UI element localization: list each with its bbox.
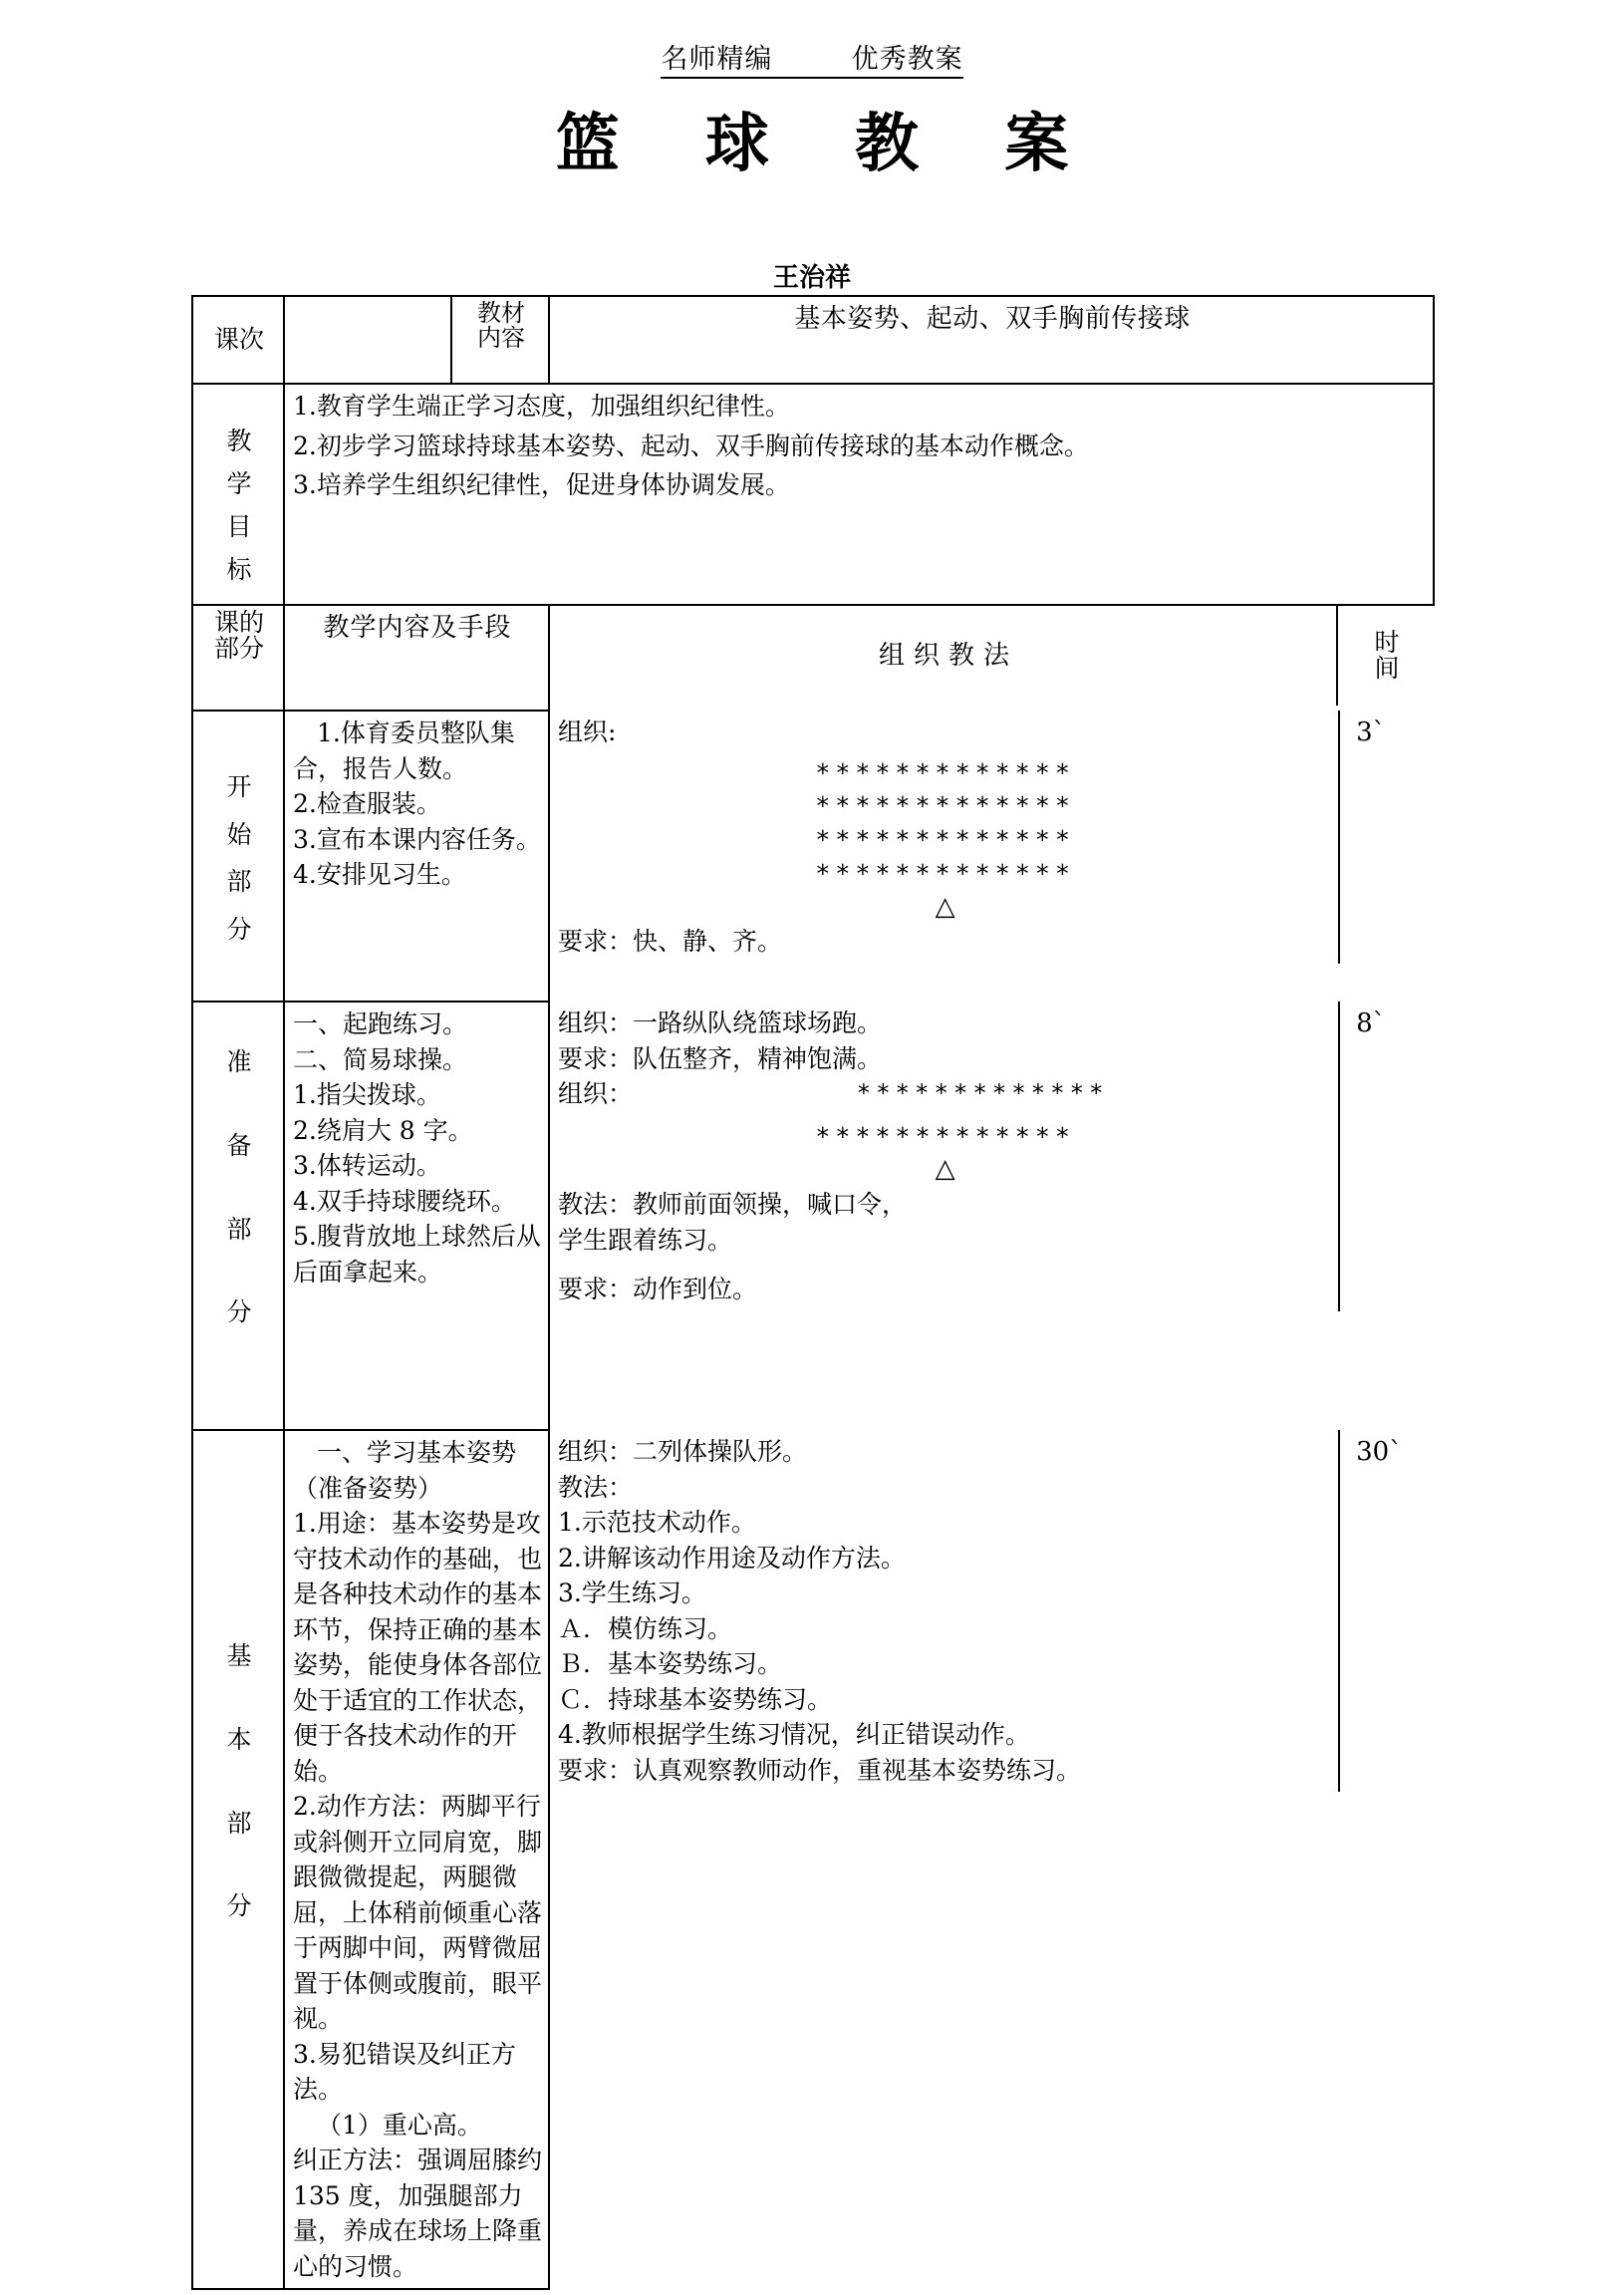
part-label-char: 本	[226, 1724, 252, 1754]
colheader-content	[284, 605, 549, 711]
colheader-time-line2: 间	[1374, 654, 1400, 683]
goals-label-char1: 教	[226, 427, 252, 455]
colheader-organization	[550, 606, 1337, 706]
content-line: 1.指尖拨球。	[293, 1080, 441, 1109]
formation-star-row: *************	[815, 825, 1075, 854]
cell-organization-and-time-preparation	[549, 1002, 1434, 1430]
part-label-char: 部	[226, 1214, 252, 1244]
cell-part-label-main	[192, 1430, 284, 2289]
content-line: 1.用途：基本姿势是攻守技术动作的基础，也是各种技术动作的基本环节，保持正确的基本姿势，能使身体各部位处于适宜的工作状态，便于各技术动作的开始。	[293, 1509, 543, 1786]
table-row-goals	[192, 384, 1434, 605]
organization-lead: 组织：	[558, 1079, 634, 1108]
time-value: 3`	[1356, 717, 1386, 747]
header-right-text: 优秀教案	[851, 44, 963, 75]
organization-line: 组织：二列体操队形。	[558, 1437, 808, 1466]
content-line: 二、简易球操。	[293, 1044, 468, 1074]
teacher-position-triangle-icon: △	[935, 891, 955, 922]
content-line: 2.动作方法：两脚平行或斜侧开立同肩宽，脚跟微微提起，两腿微屈，上体稍前倾重心落于两脚中间，两臂微屈置于体侧或腹前，眼平视。	[293, 1792, 543, 2033]
cell-goals-label	[192, 384, 284, 605]
goal-item: 3.培养学生组织纪律性，促进身体协调发展。	[293, 470, 790, 499]
header-left-text: 名师精编	[661, 44, 773, 75]
colheader-organization-and-time	[549, 605, 1434, 711]
content-line: 纠正方法：强调屈膝约 135 度，加强腿部力量，养成在球场上降重心的习惯。	[293, 2146, 543, 2281]
cell-material-label	[451, 296, 549, 384]
content-line: 2.检查服装。	[293, 789, 441, 818]
content-line: 2.绕肩大 8 字。	[293, 1115, 473, 1145]
part-label-char: 部	[226, 867, 252, 896]
cell-lesson-no-value[interactable]	[284, 296, 451, 384]
part-label-char: 开	[226, 772, 252, 801]
content-line: 1.体育委员整队集合，报告人数。	[293, 718, 515, 783]
organization-line: Ｃ．持球基本姿势练习。	[558, 1684, 833, 1714]
content-line: （1）重心高。	[317, 2110, 482, 2140]
cell-time-main	[1339, 1430, 1434, 1792]
organization-requirement: 要求：动作到位。	[558, 1275, 758, 1304]
part-label-char: 部	[226, 1808, 252, 1838]
part-label-char: 基	[226, 1641, 252, 1670]
formation-star-row: *************	[856, 1079, 1109, 1107]
organization-requirement: 要求：快、静、齐。	[558, 927, 783, 957]
part-label-char: 分	[226, 1297, 252, 1327]
organization-line: 2.讲解该动作用途及动作方法。	[558, 1543, 906, 1573]
organization-line: 3.学生练习。	[558, 1578, 706, 1607]
content-line: 3.宣布本课内容任务。	[293, 824, 541, 854]
formation-star-row: *************	[815, 757, 1075, 787]
cell-organization-opening	[550, 711, 1339, 964]
cell-time-opening	[1339, 711, 1434, 964]
content-line: 一、学习基本姿势（准备姿势）	[293, 1438, 517, 1503]
cell-time-preparation	[1339, 1002, 1434, 1311]
teacher-position-triangle-icon: △	[935, 1154, 955, 1185]
organization-lead: 组织:	[558, 717, 617, 746]
colheader-content-text: 教学内容及手段	[323, 613, 512, 643]
cell-lesson-no-label: 课次	[192, 296, 284, 384]
time-value: 30`	[1356, 1437, 1403, 1467]
part-label-char: 分	[226, 914, 252, 944]
cell-organization-main	[550, 1430, 1339, 1792]
formation-star-row: *************	[815, 858, 1075, 888]
formation-star-row: *************	[815, 791, 1075, 821]
table-row-column-headers	[192, 605, 1434, 711]
content-line: 4.双手持球腰绕环。	[293, 1186, 516, 1216]
author-name: 王治祥	[772, 263, 851, 293]
organization-line: Ａ．模仿练习。	[558, 1613, 733, 1643]
material-label-line1: 教材	[477, 299, 525, 327]
organization-line: 4.教师根据学生练习情况，纠正错误动作。	[558, 1720, 1030, 1749]
running-header	[0, 46, 1624, 79]
cell-content-preparation	[284, 1002, 549, 1430]
goals-label-char2: 学	[226, 469, 252, 498]
cell-part-label-preparation	[192, 1002, 284, 1430]
cell-organization-and-time-main	[549, 1430, 1434, 2289]
goal-item: 2.初步学习篮球持球基本姿势、起动、双手胸前传接球的基本动作概念。	[293, 430, 1089, 460]
material-label-line2: 内容	[477, 323, 525, 352]
cell-part-label-opening	[192, 711, 284, 1002]
goals-label-char4: 标	[226, 555, 252, 584]
content-line: 一、起跑练习。	[293, 1009, 468, 1038]
part-label-char: 准	[226, 1047, 252, 1076]
organization-line: 1.示范技术动作。	[558, 1508, 756, 1537]
table-row-section-preparation	[192, 1002, 1434, 1430]
colheader-time-line1: 时	[1374, 627, 1400, 657]
content-line: 4.安排见习生。	[293, 860, 466, 889]
organization-requirement: 要求：队伍整齐，精神饱满。	[558, 1043, 883, 1073]
content-line: 3.易犯错误及纠正方法。	[293, 2039, 516, 2104]
table-row-section-opening	[192, 711, 1434, 1002]
organization-method-cont: 学生跟着练习。	[558, 1225, 733, 1255]
organization-line: 组织：一路纵队绕篮球场跑。	[558, 1008, 883, 1037]
goal-item: 1.教育学生端正学习态度，加强组织纪律性。	[293, 392, 790, 421]
cell-content-main	[284, 1430, 549, 2289]
organization-line: Ｂ．基本姿势练习。	[558, 1649, 783, 1678]
organization-method-label: 教法：	[558, 1472, 634, 1502]
organization-requirement: 要求：认真观察教师动作，重视基本姿势练习。	[558, 1755, 1082, 1785]
time-value: 8`	[1356, 1008, 1386, 1038]
organization-method: 教法：教师前面领操，喊口令，	[558, 1190, 908, 1220]
content-line: 5.腹背放地上球然后从后面拿起来。	[293, 1222, 541, 1287]
organization-formation-block	[558, 1076, 1332, 1112]
table-row-section-main	[192, 1430, 1434, 2289]
cell-goals-content	[284, 384, 1434, 605]
part-label-char: 备	[226, 1130, 252, 1160]
part-label-char: 始	[226, 819, 252, 849]
formation-star-row: *************	[815, 1121, 1075, 1151]
cell-material-value	[549, 296, 1434, 384]
colheader-organization-text: 组织教法	[878, 640, 1018, 671]
colheader-part-line1: 课的	[213, 608, 264, 637]
colheader-part-line2: 部分	[213, 634, 264, 664]
content-line: 3.体转运动。	[293, 1151, 441, 1180]
cell-content-opening	[284, 711, 549, 1002]
table-row-lesson-header	[192, 296, 1434, 384]
colheader-time	[1337, 606, 1434, 706]
part-label-char: 分	[226, 1891, 252, 1921]
cell-organization-preparation	[550, 1002, 1339, 1311]
goals-label-char3: 目	[226, 512, 252, 541]
lesson-plan-table	[191, 295, 1435, 2290]
page-title: 篮 球 教 案	[555, 108, 1101, 181]
colheader-part	[192, 605, 284, 711]
material-value-text: 基本姿势、起动、双手胸前传接球	[794, 304, 1191, 334]
cell-organization-and-time-opening	[549, 711, 1434, 1002]
